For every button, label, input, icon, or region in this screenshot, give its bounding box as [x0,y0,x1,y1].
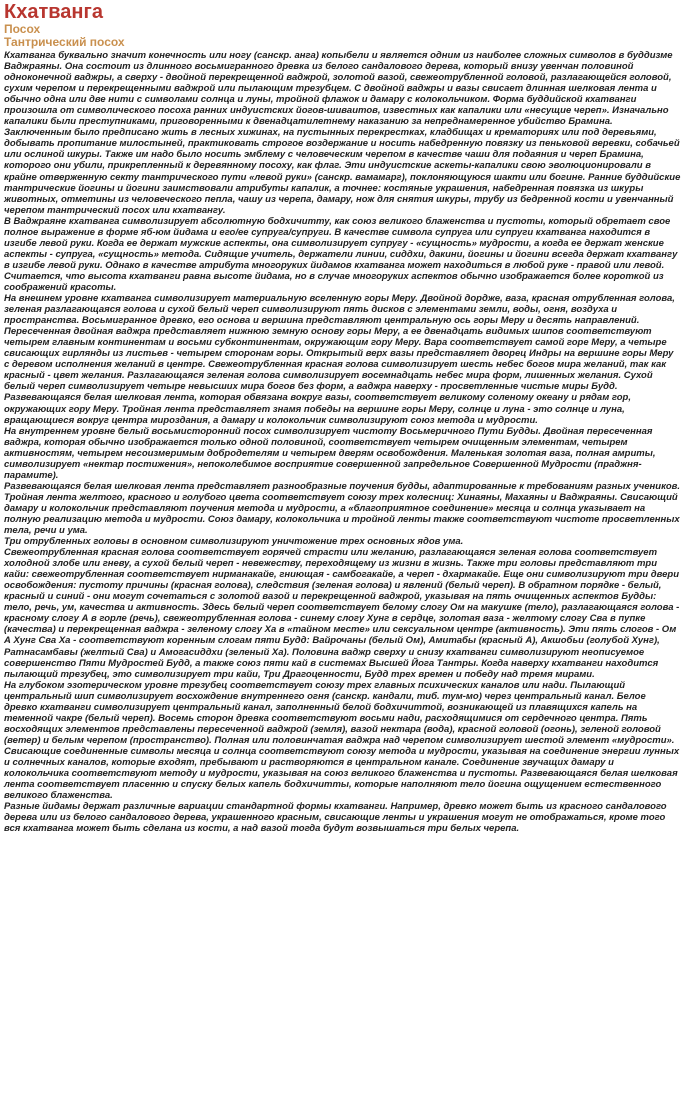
paragraph: Кхатванга буквально значит конечность или ногу (санскр. анга) копыбели и является одним из наиболее сложных символов в буддизме Ваджраяны. Она состоит из длинного восьмигранного древка из белого сандалового дерева, который внизу увенчан половиной одноконечной ваджры, а сверху - двойной перекрещенной ваджрой, золотой вазой, свежеотрубленной головой, разлагающейся головой, сухим черепом и перекрещенными ваджрой или пылающим трезубцем. С двойной ваджры и вазы свисает длинная шелковая лента и обычно одна или две нити с символами солнца и луны, тройной флажок и дамару с колокольчиком. Форма буддийской кхатванги произошла от символического посоха ранних индуистских йогов-шиваитов, известных как капалики или «несущие череп». Изначально капалики были преступниками, приговоренными к двенадцатилетнему наказанию за непреднамеренное убийство Брамина. Заключенным было предписано жить в лесных хижинах, на пустынных перекрестках, кладбищах и крематориях или под деревьями, добывать пропитание милостыней, практиковать строгое воздержание и носить набедренную повязку из пеньковой веревки, собачьей или ослиной шкуры. Также им надо было носить эмблему с человеческим черепом в качестве чаши для подаяния и череп Брамина, которого они убили, прикрепленный к деревянному посоху, как флаг. Эти индуистские аскеты-капалики свою эволюционировали в крайне отверженную секту тантрического пути «левой руки» (санскр. вамамарг), поклоняющуюся шакти или богине. Ранние буддийские тантрические йогины и йогини заимствовали атрибуты капалик, а точнее: костяные украшения, набедренная повязка из шкуры животных, отметины из человеческого пепла, чашу из черепа, дамару, нож для снятия шкуры, трубу из бедренной кости и увенчанный черепом тантрический посох или кхатвангу. [4,50,681,216]
paragraph: Развевающаяся белая шелковая лента представляет разнообразные поучения будды, адаптированные к требованиям разных учеников. Тройная лента желтого, красного и голубого цвета соответствует союзу трех колесниц: Хинаяны, Махаяны и Ваджраяны. Свисающий дамару и колокольчик представляют поучения метода и мудрости, а «благоприятное соединение» месяца и солнца указывает на полную реализацию метода и мудрости. Союз дамару, колокольчика и тройной ленты также соответствуют чистоте просветленных тела, речи и ума. [4,480,681,537]
paragraph: На глубоком эзотерическом уровне трезубец соответствует союзу трех главных психических каналов или нади. Пылающий центральный шип символизирует восхождение внутреннего огня (санскр. кандали, тиб. тум-мо) через центральный канал. Белое древко кхатванги символизирует центральный канал, заполненный белой бодхичиттой, возникающей из плавящихся капель на теменной чакре (белый череп). Восемь сторон древка соответствуют восьми нади, расходящимися от сердечного центра. Пять восходящих элементов представлены пересеченной ваджрой (земля), вазой нектара (вода), красной головой (огонь), зеленой головой (ветер) и белым черепом (пространство). Полная или половинчатая ваджра над черепом символизирует шестой элемент «мудрости». Свисающие соединенные символы месяца и солнца соответствуют союзу метода и мудрости, указывая на соединение энергии лунных и солнечных каналов, которые входят, пребывают и растворяются в центральном канале. Соединение звучащих дамару и колокольчика соответствуют методу и мудрости, указывая на союз великого блаженства и пустоты. Развевающаяся белая шелковая лента соответствует пласенню и спуску белых капель бодхичитты, которые наполняют тело йогина ощущением естественного великого блаженства. [4,679,680,802]
paragraph: Три отрубленных головы в основном символизируют уничтожение трех основных ядов ума. [4,536,464,548]
article-body [4,50,681,834]
paragraph: В Ваджраяне кхатванга символизирует абсолютную бодхичитту, как союз великого блаженства и пустоты, который обретает свое полное выражение в форме яб-юм йидама и его/ее супруга/супруги. В качестве символа супруга или супруги кхатванга находится в изгибе левой руки. Когда ее держат мужские аспекты, она символизирует супругу - «сущность» мудрости, а когда ее держат женские аспекты - супруга, «сущность» метода. Сидящие учитель, держатели линии, сиддхи, дакини, йогины и йогини всегда держат кхатвангу в изгибе левой руки. Однако в качестве атрибута многоруких йидамов кхатванга может находиться в любой руке - правой или левой. Считается, что высота кхатванги равна высоте йидама, но в случае многоруких аспектов обычно изображается более короткой из соображений красоты. [4,215,678,293]
paragraph: Свежеотрубленная красная голова соответствует горячей страсти или желанию, разлагающаяся зеленая голова соответствует холодной злобе или гневу, а сухой белый череп - невежеству, переходящему из жизни в жизнь. Также три головы представляют три кайи: свежеотрубленная соответствует нирманакайе, гниющая - самбогакайе, а череп - дхармакайе. Еще они символизируют три двери освобождения: пустоту причины (красная голова), следствия (зеленая голова) и явлений (белый череп). В обратном порядке - белый, красный и синий - они могут сочетаться с золотой вазой и перекрещенной ваджрой, указывая на пять очищенных аспектов Будды: тело, речь, ум, качества и активность. Здесь белый череп соответствует белому слогу Ом на макушке (тело), разлагающаяся голова - красному слогу А в горле (речь), свежеотрубленная голова - синему слогу Хунг в сердце, золотая ваза - желтому слогу Сва в пупке (качества) и перекрещенная ваджра - зеленому слогу Ха в «тайном месте» или сексуальном центре (активность). Эти пять слогов - Ом А Хунг Сва Ха - соответствуют коренным слогам пяти Будд: Вайрочаны (белый Ом), Амитабы (красный А), Акшобьи (голубой Хунг), Ратнасамбавы (желтый Сва) и Амогасиддхи (зеленый Ха). Половина ваджр сверху и снизу кхатванги символизируют неописуемое совершенство Пяти Мудростей Будд, а также союз пяти кай в системах Высшей Йога Тантры. Когда наверху кхатванги находится пылающий трезубец, это символизирует три кайи, Три Драгоценности, Будд трех времен и победу над тремя мирами. [4,547,680,680]
page-title: Кхатванга [4,1,103,23]
paragraph: На внешнем уровне кхатванга символизирует материальную вселенную горы Меру. Двойной дордже, ваза, красная отрубленная голова, зеленая разлагающаяся голова и сухой белый череп символизируют пять дисков с элементами земли, воды, огня, воздуха и пространства. Восьмигранное древко, его основа и вершина представляют центральную ось горы Меру и десять направлений. Пересеченная двойная ваджра представляет нижнюю земную основу горы Меру, а ее двенадцать видимых шипов соответствуют четырем главным континентам и восьми субконтинентам, окружающим гору Меру. Вара соответствует самой горе Меру, а четыре свисающих гирлянды из листьев - четырем сторонам горы. Открытый верх вазы представляет дворец Индры на вершине горы Меру с деревом исполнения желаний в центре. Свежеотрубленная красная голова символизирует шесть небес богов мира желаний, так как красный - цвет желания. Разлагающаяся зеленая голова символизирует восемнадцать небес мира форм, лишенных желания. Сухой белый череп символизирует четыре невысших мира богов без форм, а ваджра наверху - просветленные чистые миры Будд. Развевающаяся белая шелковая лента, которая обвязана вокруг вазы, соответствует великому соленому океану и рядам гор, окружающих гору Меру. Тройная лента представляет знамя победы на вершине горы Меру, солнце и луна - это солнце и луна, вращающиеся вокруг центра мироздания, а дамару и колокольчик символизируют союз метода и мудрости. [4,293,675,426]
subtitle-staff: Посох [4,22,41,36]
article [4,2,681,834]
subtitle-tantric-staff: Тантрический посох [4,35,125,49]
paragraph: На внутреннем уровне белый восьмисторонний посох символизирует чистоту Восьмеричного Пути Будды. Двойная пересеченная ваджра, которая обычно изображается только одной половиной, соответствует четырем очищенным элементам, четырем активностям, четырем несоизмеримым добродетелям и четырем дверям освобождения. Маленькая золотая ваза, полная амриты, символизирует «нектар постижения», непоколебимое восприятие совершенной запредельное Совершенной Мудрости (праджня-парамите). [4,425,656,481]
paragraph: Разные йидамы держат различные вариации стандартной формы кхатванги. Например, древко может быть из красного сандалового дерева или из белого сандалового дерева, украшенного красным, свисающие ленты и украшения могут не отображаться, кроме того вся кхатванга может быть сделана из кости, а над вазой тогда будут возвышаться три белых черепа. [4,801,667,835]
